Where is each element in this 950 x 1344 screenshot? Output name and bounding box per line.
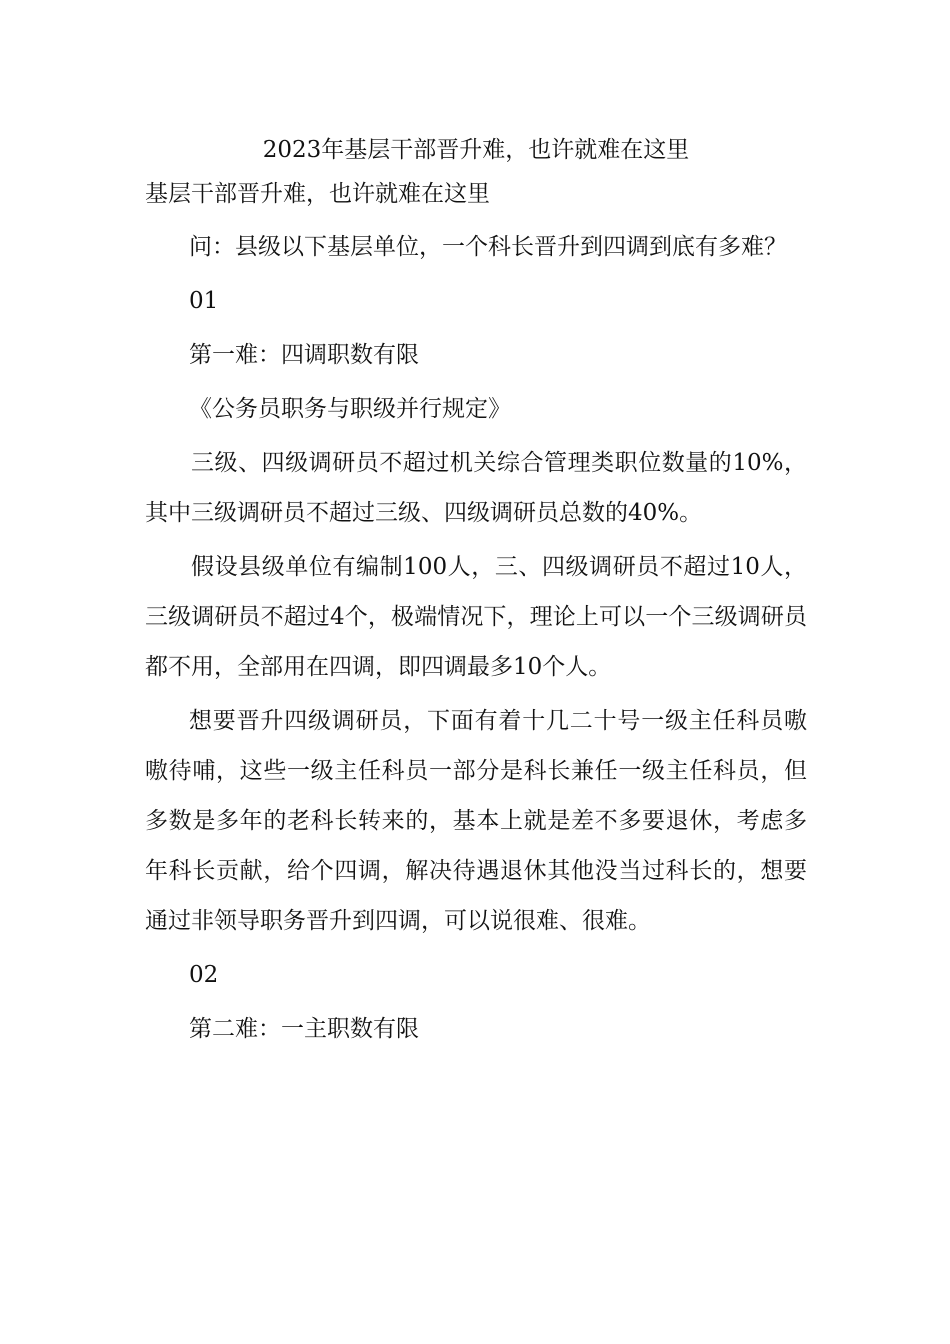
regulation-quote-paragraph: 三级、四级调研员不超过机关综合管理类职位数量的10%，其中三级调研员不超过三级、四级调研员总数的40%。 <box>145 450 807 526</box>
question-paragraph: 问：县级以下基层单位，一个科长晋升到四调到底有多难？ <box>189 234 787 260</box>
document-body <box>145 128 807 1058</box>
section-heading-first: 第一难：四调职数有限 <box>189 342 419 368</box>
regulation-title: 《公务员职务与职级并行规定》 <box>189 396 511 422</box>
section-number-01: 01 <box>189 288 219 314</box>
example-paragraph: 假设县级单位有编制100人，三、四级调研员不超过10人，三级调研员不超过4个，极端情况下，理论上可以一个三级调研员都不用，全部用在四调，即四调最多10个人。 <box>145 554 807 680</box>
promotion-paragraph: 想要晋升四级调研员，下面有着十几二十号一级主任科员嗷嗷待哺，这些一级主任科员一部分是科长兼任一级主任科员，但多数是多年的老科长转来的，基本上就是差不多要退休，考虑多年科长贡献，给个四调，解决待遇退休其他没当过科长的，想要通过非领导职务晋升到四调，可以说很难、很难。 <box>145 708 807 934</box>
section-heading-second: 第二难：一主职数有限 <box>189 1016 419 1042</box>
section-number-02: 02 <box>189 962 219 988</box>
document-subtitle: 基层干部晋升难，也许就难在这里 <box>145 181 490 207</box>
document-title: 2023年基层干部晋升难，也许就难在这里 <box>262 137 690 163</box>
